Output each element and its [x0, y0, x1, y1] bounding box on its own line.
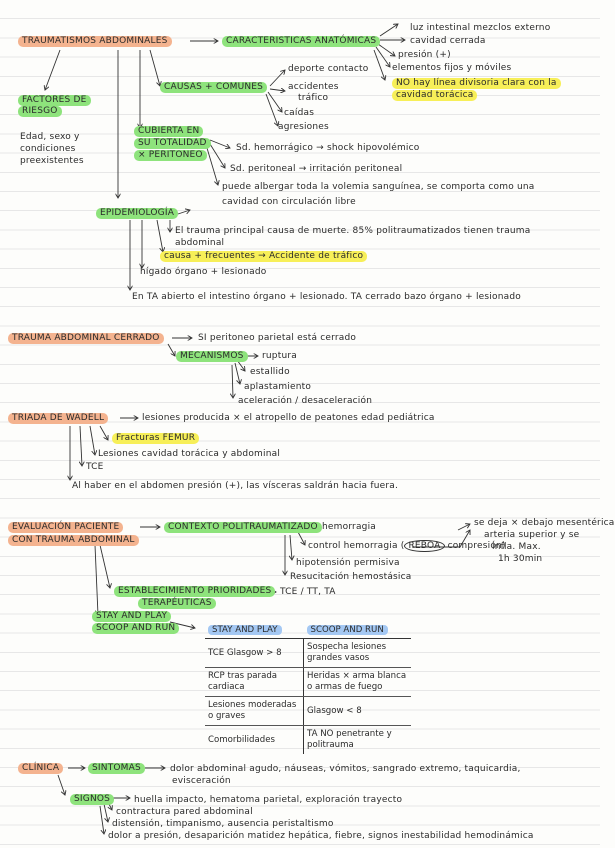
estallido-text: estallido [250, 367, 290, 377]
hemorragia-text: hemorragia [322, 522, 377, 532]
signos-text-4: dolor a presión, desaparición matidez hepática, fiebre, signos inestabilidad hemodinámica [108, 831, 534, 841]
control-hemorragia-text: control hemorragia ( REBOA compresión) [308, 541, 506, 551]
trauma-abdominal-cerrado-title: TRAUMA ABDOMINAL CERRADO [8, 333, 164, 344]
evaluacion-paciente-title-1: EVALUACIÓN PACIENTE [8, 522, 123, 533]
lesiones-cavidad-text: Lesiones cavidad torácica y abdominal [98, 449, 281, 459]
signos-label: SIGNOS [70, 794, 114, 805]
aplastamiento-text: aplastamiento [244, 382, 312, 392]
table-header-scoop [304, 622, 412, 639]
epidemiologia-text-2: causa + frecuentes → Accidente de tráfico [160, 251, 367, 262]
lesiones-producida-text: lesiones producida × el atropello de peatones edad pediátrica [142, 413, 435, 423]
table-row [205, 639, 411, 668]
factores-text-1: Edad, sexo y [20, 132, 80, 142]
accidentes-text-2: tráfico [298, 93, 329, 103]
presion-text: presión (+) [398, 50, 451, 60]
reboa-circled: REBOA [404, 540, 444, 552]
triada-wadell-title: TRIADA DE WADELL [8, 413, 108, 424]
cubierta-label-3: × PERITONEO [134, 150, 207, 161]
table-cell-left: Lesiones moderadas o graves [205, 697, 304, 726]
agresiones-text: agresiones [278, 122, 329, 132]
se-deja-text-1: se deja × debajo mesentérica [474, 518, 615, 528]
sintomas-text-1: dolor abdominal agudo, náuseas, vómitos, sangrado extremo, taquicardia, [170, 764, 521, 774]
accidentes-text-1: accidentes [288, 82, 339, 92]
table-cell-right: Sospecha lesiones grandes vasos [304, 639, 412, 668]
causas-comunes-label: CAUSAS + COMUNES [160, 82, 267, 93]
caracteristicas-anatomicas-label: CARACTERISTICAS ANATÓMICAS [222, 36, 380, 47]
epidemiologia-text-4: En TA abierto el intestino órgano + lesionado. TA cerrado bazo órgano + lesionado [132, 292, 521, 302]
fracturas-femur-text: Fracturas FEMUR [112, 433, 199, 444]
scoop-and-run-label: SCOOP AND RUN [92, 623, 179, 634]
factores-riesgo-label-2: RIESGO [18, 106, 62, 117]
epidemiologia-text-1a: El trauma principal causa de muerte. 85% politraumatizados tienen trauma [175, 226, 531, 236]
table-cell-left: Comorbilidades [205, 726, 304, 755]
resucitacion-text: Resucitación hemostásica [290, 572, 412, 582]
aceleracion-text: aceleración / desaceleración [238, 396, 373, 406]
caidas-text: caídas [284, 108, 315, 118]
signos-text-2: contractura pared abdominal [116, 807, 253, 817]
table-cell-right: Glasgow < 8 [304, 697, 412, 726]
control-hemorragia-label: control hemorragia [308, 541, 398, 551]
stay-and-play-label: STAY AND PLAY [92, 611, 171, 622]
factores-riesgo-label-1: FACTORES DE [18, 95, 91, 106]
factores-text-2: condiciones [20, 144, 76, 154]
table-cell-left: TCE Glasgow > 8 [205, 639, 304, 668]
peritoneo-integro-text: SI peritoneo parietal está cerrado [198, 333, 357, 343]
deporte-contacto-text: deporte contacto [288, 64, 369, 74]
table-row [205, 726, 411, 755]
no-hay-linea-text-1: NO hay línea divisoria clara con la [392, 78, 561, 89]
sintomas-label: SINTOMAS [88, 763, 145, 774]
table-header-stay-label: STAY AND PLAY [208, 625, 282, 635]
traumatismos-abdominales-title: TRAUMATISMOS ABDOMINALES [18, 36, 172, 47]
cubierta-label-2: SU TOTALIDAD [134, 138, 211, 149]
signos-text-1: huella impacto, hematoma parietal, exploración trayecto [134, 795, 403, 805]
albergar-text-2: cavidad con circulación libre [222, 197, 356, 207]
table-cell-right: Heridas × arma blanca o armas de fuego [304, 668, 412, 697]
table-header-stay [205, 622, 304, 639]
no-hay-linea-text-2: cavidad torácica [392, 90, 477, 101]
luz-intestinal-text: luz intestinal mezclos externo [410, 23, 551, 33]
tce-text: TCE [86, 462, 104, 472]
tce-tt-ta-text: TCE / TT, TA [280, 587, 336, 597]
clinica-title: CLÍNICA [18, 763, 63, 774]
albergar-text-1: puede albergar toda la volemia sanguínea, se comporta como una [222, 182, 535, 192]
sd-hemorragico-text: Sd. hemorrágico → shock hipovolémico [236, 143, 420, 153]
compresion-label: compresión) [447, 541, 506, 551]
al-haber-presion-text: Al haber en el abdomen presión (+), las vísceras saldrán hacia fuera. [72, 481, 399, 491]
table-header-scoop-label: SCOOP AND RUN [307, 625, 388, 635]
establecimiento-label-1: ESTABLECIMIENTO PRIORIDADES [114, 586, 275, 597]
table-cell-left: RCP tras parada cardiaca [205, 668, 304, 697]
establecimiento-label-2: TERAPÉUTICAS [138, 598, 216, 609]
table-cell-right: TA NO penetrante y politrauma [307, 729, 392, 750]
evaluacion-paciente-title-2: CON TRAUMA ABDOMINAL [8, 535, 139, 546]
elementos-text: elementos fijos y móviles [392, 63, 512, 73]
table-row [205, 668, 411, 697]
se-deja-text-2: arteria superior y se [484, 530, 580, 540]
cubierta-label-1: CUBIERTA EN [134, 126, 203, 137]
factores-text-3: preexistentes [20, 156, 84, 166]
se-deja-text-3: infla. Max. [492, 542, 541, 552]
sd-peritoneal-text: Sd. peritoneal → irritación peritoneal [230, 164, 403, 174]
epidemiologia-text-1b: abdominal [175, 238, 225, 248]
epidemiologia-label: EPIDEMIOLOGÍA [96, 208, 178, 219]
cavidad-cerrada-text: cavidad cerrada [410, 36, 486, 46]
contexto-politraumatizado-label: CONTEXTO POLITRAUMATIZADO [164, 522, 322, 533]
table-row [205, 697, 411, 726]
signos-text-3: distensión, timpanismo, ausencia peristaltismo [112, 819, 334, 829]
stay-scoop-table [205, 622, 411, 754]
hipotension-text: hipotensión permisiva [296, 558, 400, 568]
se-deja-text-4: 1h 30min [498, 554, 543, 564]
epidemiologia-text-3: hígado órgano + lesionado [140, 267, 267, 277]
ruptura-text: ruptura [262, 351, 297, 361]
sintomas-text-2: evisceración [172, 776, 231, 786]
mecanismos-label: MECANISMOS [176, 351, 248, 362]
